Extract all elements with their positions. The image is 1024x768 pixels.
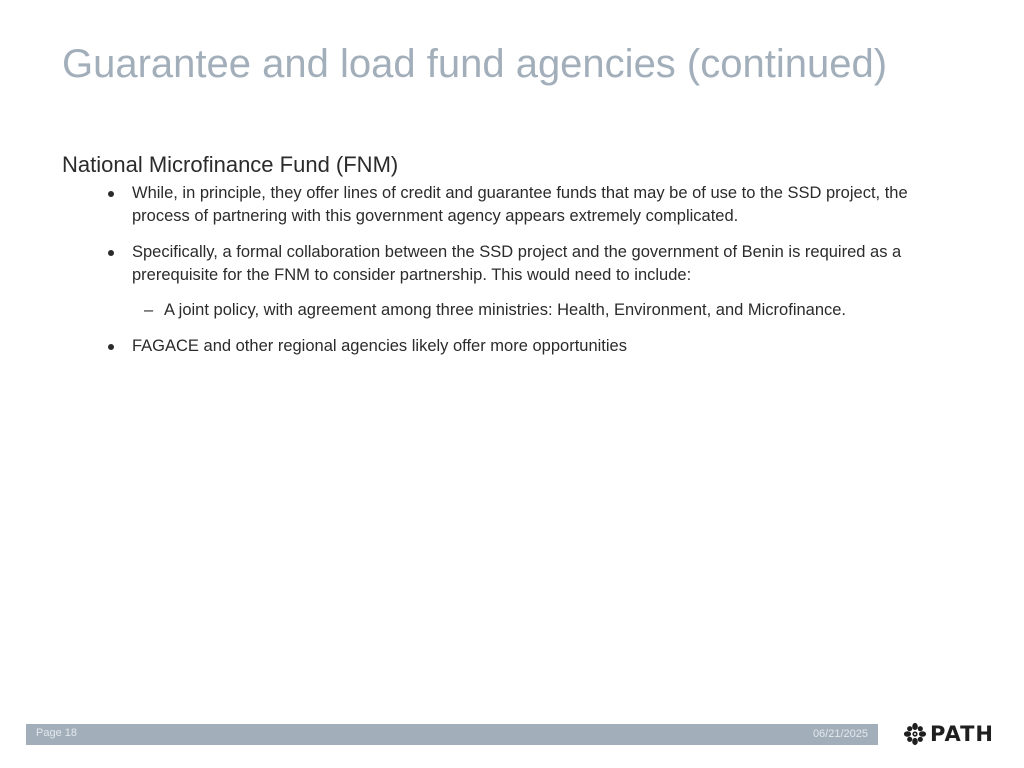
sub-bullet-item [132, 299, 962, 322]
bullet-dot-icon [108, 250, 114, 256]
sub-bullet-text: A joint policy, with agreement among three ministries: Health, Environment, and Microfinance. [164, 301, 847, 319]
bullet-text: While, in principle, they offer lines of credit and guarantee funds that may be of use to the SSD project, the process of partnering with this government agency appears extremely complicated. [132, 184, 908, 225]
footer-date: 06/21/2025 [812, 728, 868, 740]
logo-text: PATH [930, 722, 994, 746]
sub-bullet-dash: – [144, 301, 154, 319]
page-number: Page 18 [36, 727, 77, 739]
path-logo [903, 720, 995, 748]
slide-title: Guarantee and load fund agencies (continued) [62, 42, 888, 86]
bullet-dot-icon [108, 191, 114, 197]
sub-bullet-list [132, 299, 962, 322]
bullet-text: FAGACE and other regional agencies likely offer more opportunities [132, 337, 627, 355]
bullet-text: Specifically, a formal collaboration between the SSD project and the government of Benin is required as a prerequisite for the FNM to consider partnership. This would need to include: [132, 243, 902, 284]
bullet-item [62, 182, 962, 228]
bullet-item [62, 241, 962, 322]
section-heading: National Microfinance Fund (FNM) [62, 152, 399, 177]
bullet-item [62, 335, 962, 358]
path-logo-icon [903, 722, 927, 746]
slide-content [62, 152, 962, 371]
bullet-dot-icon [108, 344, 114, 350]
bullet-list [62, 182, 962, 358]
footer-bar [26, 724, 878, 745]
